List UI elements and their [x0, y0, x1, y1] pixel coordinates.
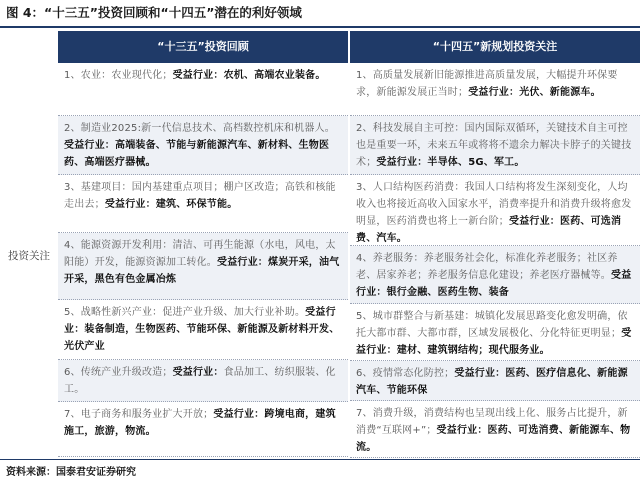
table-header — [0, 31, 640, 63]
right-item: 5、城市群整合与新基建：城镇化发展思路变化愈发明确，依托大都市群、大都市群，区域发展极化、分化特征更明显；受益行业：建材、建筑钢结构；现代服务业。 — [350, 304, 640, 361]
bottom-rule — [0, 459, 640, 460]
figure-title: 图 4：“十三五”投资回顾和“十四五”潜在的利好领域 — [6, 5, 302, 20]
row-label: 投资关注 — [8, 250, 50, 262]
top-rule — [0, 26, 640, 28]
left-item: 2、制造业2025:新一代信息技术、高档数控机床和机器人。受益行业：高端装备、节能与新能源汽车、新材料、生物医药、高端医疗器械。 — [58, 116, 348, 175]
left-item: 5、战略性新兴产业：促进产业升级、加大行业补助。受益行业：装备制造，生物医药、节能环保、新能源及新材料开发、光伏产业 — [58, 300, 348, 360]
left-column — [58, 63, 348, 457]
right-column — [350, 63, 640, 458]
right-item: 4、养老服务：养老服务社会化，标准化养老服务；社区养老、居家养老；养老服务信息化建设；养老医疗器械等。受益行业：银行金融、医药生物、装备 — [350, 246, 640, 304]
right-item: 3、人口结构医药消费：我国人口结构将发生深刻变化，人均收入也将接近高收入国家水平，消费率提升和消费升级将愈发明显，医药消费也将上一新台阶；受益行业：医药、可选消费、汽车。 — [350, 175, 640, 246]
right-item: 6、疫情常态化防控；受益行业：医药、医疗信息化、新能源汽车、节能环保 — [350, 361, 640, 401]
left-item: 7、电子商务和服务业扩大开放；受益行业：跨境电商，建筑施工，旅游，物流。 — [58, 402, 348, 457]
left-item: 3、基建项目：国内基建重点项目；棚户区改造；高铁和核能走出去；受益行业：建筑、环保节能。 — [58, 175, 348, 233]
header-left: “十三五”投资回顾 — [58, 31, 348, 63]
right-item: 2、科技发展自主可控：国内国际双循环，关键技术自主可控也是重要一环，未来五年或将将不遗余力解决卡脖子的关键技术；受益行业：半导体、5G、军工。 — [350, 116, 640, 175]
left-item: 1、农业：农业现代化；受益行业：农机、高端农业装备。 — [58, 63, 348, 116]
right-item: 7、消费升级，消费结构也呈现出线上化、服务占比提升，新消费“互联网+”；受益行业：医药、可选消费、新能源车、物流。 — [350, 401, 640, 458]
left-item: 6、传统产业升级改造；受益行业：食品加工、纺织服装、化工。 — [58, 360, 348, 402]
left-item: 4、能源资源开发利用：清洁、可再生能源（水电，风电，太阳能）开发，能源资源加工转化。受益行业：煤炭开采，油气开采，黑色有色金属冶炼 — [58, 233, 348, 300]
header-right: “十四五”新规划投资关注 — [350, 31, 640, 63]
right-item: 1、高质量发展新旧能源推进高质量发展，大幅提升环保要求，新能源发展正当时；受益行业：光伏、新能源车。 — [350, 63, 640, 116]
source-note: 资料来源：国泰君安证券研究 — [6, 467, 136, 478]
